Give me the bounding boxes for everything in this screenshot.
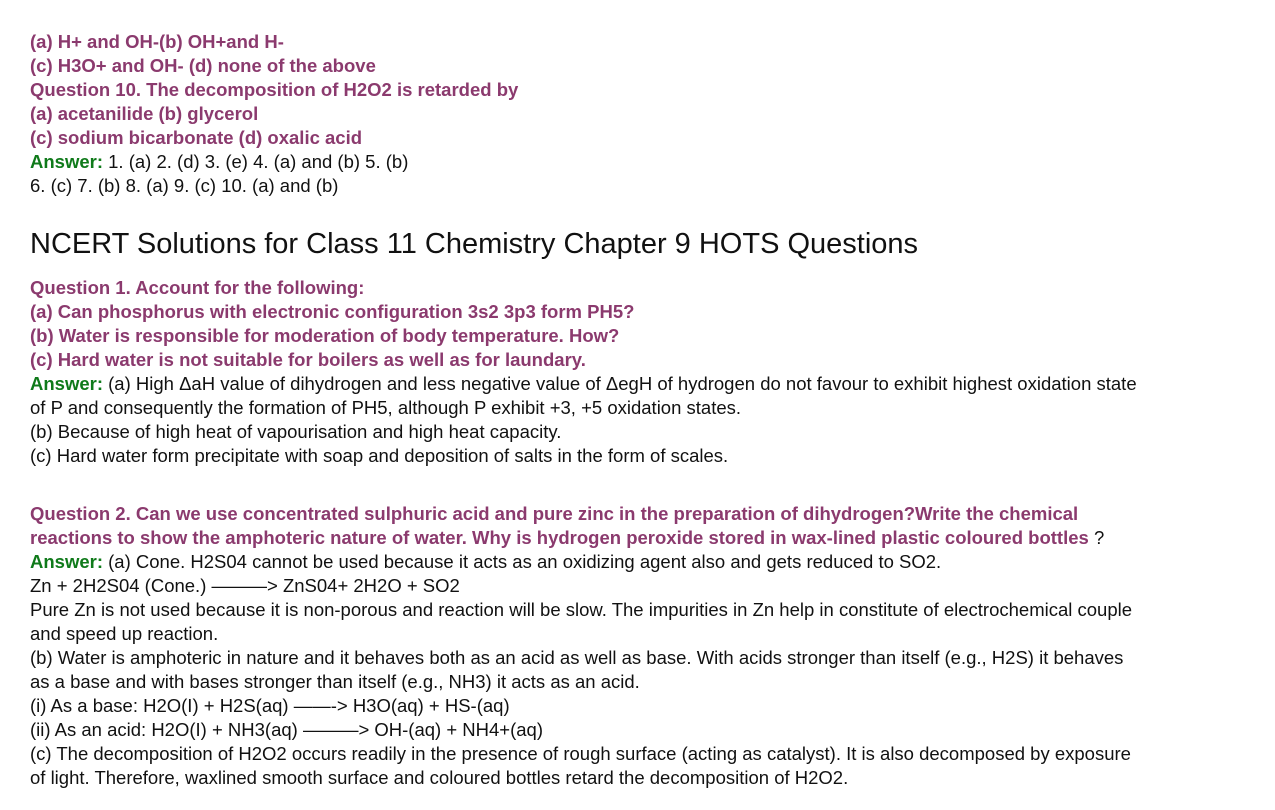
question-10: Question 10. The decomposition of H2O2 is retarded by [30,79,519,100]
q1-answer-a-text: (a) High ΔaH value of dihydrogen and less negative value of ΔegH of hydrogen do not favour to exhibit highest oxidation state [108,373,1137,394]
q1-part-b: (b) Water is responsible for moderation of body temperature. How? [30,325,620,346]
q1-answer-a-line-1 [30,372,1272,396]
section-spacer [30,468,1272,502]
answer-key-line-1 [30,150,1272,174]
options-line-2: (c) H3O+ and OH- (d) none of the above [30,55,376,76]
answer-key-line-2: 6. (c) 7. (b) 8. (a) 9. (c) 10. (a) and (b) [30,175,339,196]
q2-answer-a [30,550,1272,574]
q2-answer-c-line-2: of light. Therefore, waxlined smooth surface and coloured bottles retard the decomposition of H2O2. [30,767,849,788]
answer-label: Answer: [30,151,103,172]
q2-answer-c-line-1: (c) The decomposition of H2O2 occurs readily in the presence of rough surface (acting as catalyst). It is also decomposed by exposure [30,743,1131,764]
q1-answer-c: (c) Hard water form precipitate with soap and deposition of salts in the form of scales. [30,445,729,466]
q2-title-line-1: Question 2. Can we use concentrated sulphuric acid and pure zinc in the preparation of dihydrogen?Write the chemical [30,503,1079,524]
q2-as-acid: (ii) As an acid: H2O(I) + NH3(aq) ———> OH-(aq) + NH4+(aq) [30,719,544,740]
q2-answer-b-line-1: (b) Water is amphoteric in nature and it behaves both as an acid as well as base. With acids stronger than itself (e.g., H2S) it behaves [30,647,1124,668]
q2-reaction-1: Zn + 2H2S04 (Cone.) ———> ZnS04+ 2H2O + SO2 [30,575,460,596]
options-line-1: (a) H+ and OH-(b) OH+and H- [30,31,284,52]
q2-title-text: reactions to show the amphoteric nature of water. Why is hydrogen peroxide stored in wax-lined plastic coloured bottles [30,527,1089,548]
q2-pure-zn-line-1: Pure Zn is not used because it is non-porous and reaction will be slow. The impurities in Zn help in constitute of electrochemical couple [30,599,1133,620]
q1-answer-a-line-2: of P and consequently the formation of PH5, although P exhibit +3, +5 oxidation states. [30,397,742,418]
question-10-options-1: (a) acetanilide (b) glycerol [30,103,259,124]
q1-part-c: (c) Hard water is not suitable for boilers as well as for laundary. [30,349,586,370]
q2-answer-a-text: (a) Cone. H2S04 cannot be used because it acts as an oxidizing agent also and gets reduced to SO2. [108,551,942,572]
q1-title: Question 1. Account for the following: [30,277,365,298]
q2-answer-b-line-2: as a base and with bases stronger than itself (e.g., NH3) it acts as an acid. [30,671,640,692]
q1-part-a: (a) Can phosphorus with electronic configuration 3s2 3p3 form PH5? [30,301,635,322]
answer-label: Answer: [30,551,103,572]
q2-pure-zn-line-2: and speed up reaction. [30,623,219,644]
q1-answer-b: (b) Because of high heat of vapourisation and high heat capacity. [30,421,562,442]
q2-title-line-2 [30,526,1272,550]
q2-as-base: (i) As a base: H2O(I) + H2S(aq) ——-> H3O(aq) + HS-(aq) [30,695,510,716]
page-title: NCERT Solutions for Class 11 Chemistry Chapter 9 HOTS Questions [30,228,919,260]
answer-label: Answer: [30,373,103,394]
document-page [30,30,1272,790]
answer-key-values-1: 1. (a) 2. (d) 3. (e) 4. (a) and (b) 5. (b) [108,151,409,172]
question-10-options-2: (c) sodium bicarbonate (d) oxalic acid [30,127,363,148]
q2-title-qmark: ? [1088,527,1105,548]
